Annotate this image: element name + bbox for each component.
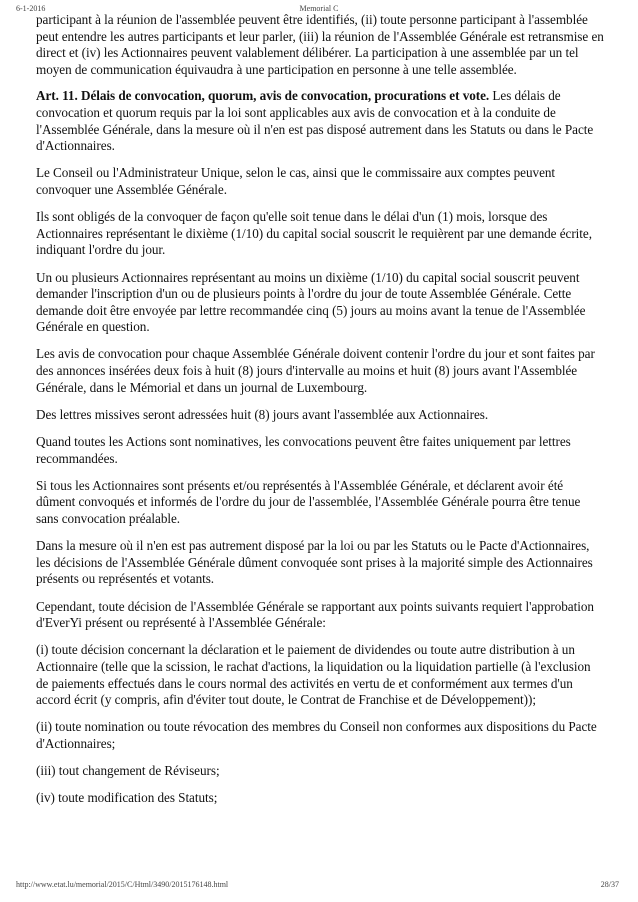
paragraph: Dans la mesure où il n'en est pas autrement disposé par la loi ou par les Statuts ou le Pacte d'Actionnaires, les décisions de l'Assemblée Générale dûment convoquée sont prises à la majorité simple des Actionnaires présents ou représentés et votants.	[36, 538, 593, 587]
document-body	[36, 12, 605, 817]
paragraph: Un ou plusieurs Actionnaires représentant au moins un dixième (1/10) du capital social souscrit peuvent demander l'inscription d'un ou de plusieurs points à l'ordre du jour de toute Assemblée Générale. Cette demande doit être envoyée par lettre recommandée cinq (5) jours au moins avant la tenue de l'Assemblée Générale en question.	[36, 269, 586, 335]
paragraph: Cependant, toute décision de l'Assemblée Générale se rapportant aux points suivants requiert l'approbation d'EverYi présent ou représenté à l'Assemblée Générale:	[36, 598, 594, 631]
paragraph: Si tous les Actionnaires sont présents et/ou représentés à l'Assemblée Générale, et déclarent avoir été dûment convoqués et informés de l'ordre du jour de l'assemblée, l'Assemblée Générale pourra être tenue sans convocation préalable.	[36, 477, 581, 526]
paragraph: Ils sont obligés de la convoquer de façon qu'elle soit tenue dans le délai d'un (1) mois, lorsque des Actionnaires représentant le dixième (1/10) du capital social souscrit le requièrent par une demande écrite, indiquant l'ordre du jour.	[36, 209, 592, 258]
article-title: Art. 11. Délais de convocation, quorum, avis de convocation, procurations et vote.	[36, 88, 490, 104]
paragraph: Les avis de convocation pour chaque Assemblée Générale doivent contenir l'ordre du jour et sont faites par des annonces insérées deux fois à huit (8) jours d'intervalle au moins et huit (8) jours avant l'Assemblée Générale, dans le Mémorial et dans un journal de Luxembourg.	[36, 346, 595, 395]
footer-url[interactable]: http://www.etat.lu/memorial/2015/C/Html/3490/2015176148.html	[16, 880, 229, 889]
paragraph: (i) toute décision concernant la déclaration et le paiement de dividendes ou toute autre distribution à un Actionnaire (telle que la scission, le rachat d'actions, la liquidation ou la liquidation partielle (à l'exclusion de paiements effectués dans le cours normal des activités en vertu de et conformément aux termes d'un accord écrit (y compris, afin d'éviter tout doute, le Contrat de Franchise et de Développement));	[36, 642, 591, 708]
paragraph: (iv) toute modification des Statuts;	[36, 790, 218, 806]
footer-page-number: 28/37	[600, 880, 619, 889]
paragraph: (ii) toute nomination ou toute révocation des membres du Conseil non conformes aux dispositions du Pacte d'Actionnaires;	[36, 719, 597, 751]
paragraph: Le Conseil ou l'Administrateur Unique, selon le cas, ainsi que le commissaire aux comptes peuvent convoquer une Assemblée Générale.	[36, 165, 556, 197]
header-date: 6-1-2016	[16, 4, 46, 13]
paragraph: participant à la réunion de l'assemblée peuvent être identifiés, (ii) toute personne participant à l'assemblée peut entendre les autres participants et leur parler, (iii) la réunion de l'Assemblée Générale est retransmise en direct et (iv) les Actionnaires peuvent valablement délibérer. La participation à une assemblée par un tel moyen de communication équivaudra à une participation en personne à une telle assemblée.	[36, 12, 604, 77]
header-title: Memorial C	[299, 4, 339, 13]
paragraph: (iii) tout changement de Réviseurs;	[36, 763, 220, 779]
paragraph: Des lettres missives seront adressées huit (8) jours avant l'assemblée aux Actionnaires.	[36, 406, 489, 422]
article-text: Les délais de convocation et quorum requis par la loi sont applicables aux avis de convocation et à la conduite de l'Assemblée Générale, dans la mesure où il n'en est pas disposé autrement dans les Statuts ou dans le Pacte d'Actionnaires.	[36, 88, 594, 154]
paragraph: Quand toutes les Actions sont nominatives, les convocations peuvent être faites uniquement par lettres recommandées.	[36, 434, 571, 466]
article-paragraph	[36, 88, 605, 154]
